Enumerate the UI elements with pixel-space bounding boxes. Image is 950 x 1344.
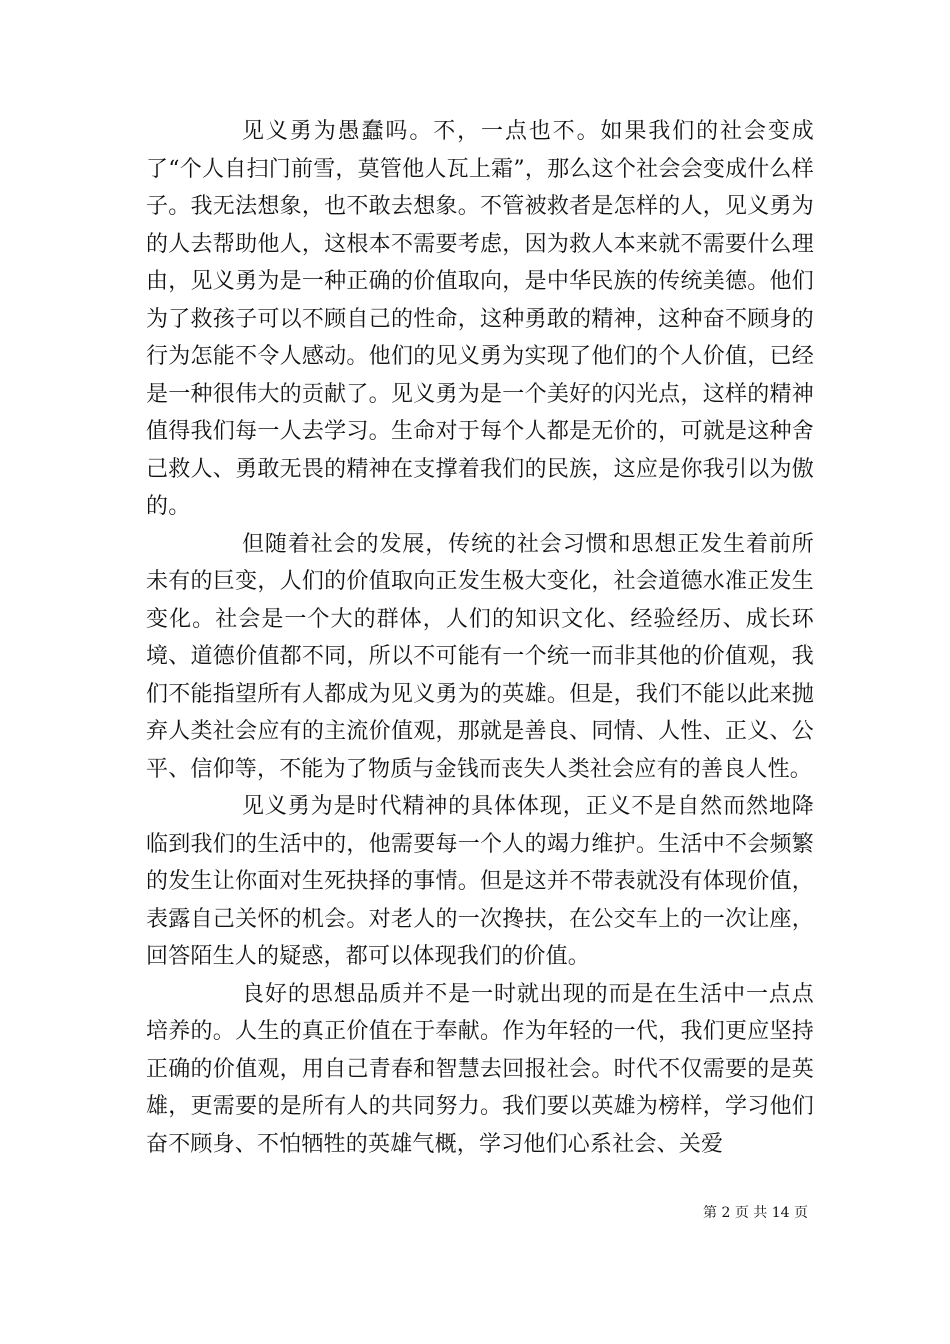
paragraph-2: 但随着社会的发展，传统的社会习惯和思想正发生着前所未有的巨变，人们的价值取向正发生极大变化，社会道德水准正发生变化。社会是一个大的群体，人们的知识文化、经验经历、成长环境、道德价值都不同，所以不可能有一个统一而非其他的价值观，我们不能指望所有人都成为见义勇为的英雄。但是，我们不能以此来抛弃人类社会应有的主流价值观，那就是善良、同情、人性、正义、公平、信仰等，不能为了物质与金钱而丧失人类社会应有的善良人性。 bbox=[146, 531, 814, 782]
document-body bbox=[146, 113, 814, 1163]
paragraph-1: 见义勇为愚蠢吗。不，一点也不。如果我们的社会变成了“个人自扫门前雪，莫管他人瓦上霜”，那么这个社会会变成什么样子。我无法想象，也不敢去想象。不管被救者是怎样的人，见义勇为的人去帮助他人，这根本不需要考虑，因为救人本来就不需要什么理由，见义勇为是一种正确的价值取向，是中华民族的传统美德。他们为了救孩子可以不顾自己的性命，这种勇敢的精神，这种奋不顾身的行为怎能不令人感动。他们的见义勇为实现了他们的个人价值，已经是一种很伟大的贡献了。见义勇为是一个美好的闪光点，这样的精神值得我们每一人去学习。生命对于每个人都是无价的，可就是这种舍己救人、勇敢无畏的精神在支撑着我们的民族，这应是你我引以为傲的。 bbox=[146, 119, 814, 519]
paragraph-4: 良好的思想品质并不是一时就出现的而是在生活中一点点培养的。人生的真正价值在于奉献。作为年轻的一代，我们更应坚持正确的价值观，用自己青春和智慧去回报社会。时代不仅需要的是英雄，更需要的是所有人的共同努力。我们要以英雄为榜样，学习他们奋不顾身、不怕牺牲的英雄气概，学习他们心系社会、关爱 bbox=[146, 981, 814, 1157]
paragraph-3: 见义勇为是时代精神的具体体现，正义不是自然而然地降临到我们的生活中的，他需要每一个人的竭力维护。生活中不会频繁的发生让你面对生死抉择的事情。但是这并不带表就没有体现价值，表露自己关怀的机会。对老人的一次搀扶，在公交车上的一次让座，回答陌生人的疑惑，都可以体现我们的价值。 bbox=[146, 794, 814, 969]
page-number-footer: 第 2 页 共 14 页 bbox=[703, 1205, 808, 1221]
